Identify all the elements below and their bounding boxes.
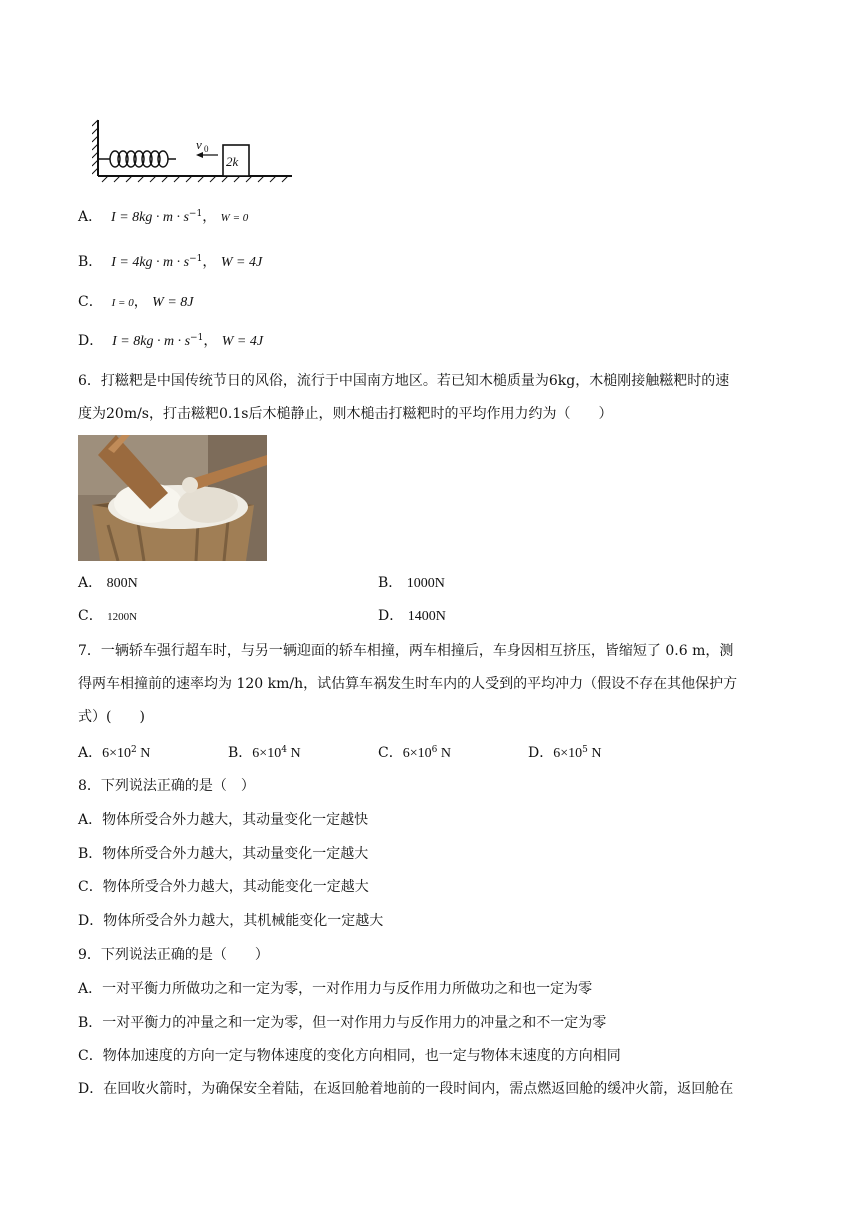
velocity-label: v: [196, 137, 202, 152]
q8-option-b: B．物体所受合外力越大，其动量变化一定越大: [78, 846, 369, 862]
q8-text: 8．下列说法正确的是（ ）: [78, 778, 255, 794]
q7-option-c: C．$6\times 10^6$ N: [378, 745, 451, 761]
q7-text-line2: 得两车相撞前的速率均为 120 km/h，试估算车祸发生时车内的人受到的平均冲力（假设不存在其他保护方: [78, 676, 738, 692]
q6-option-d: D． 1400N: [378, 608, 446, 624]
q6-option-b: B． 1000N: [378, 575, 445, 591]
q8-option-c: C．物体所受合外力越大，其动能变化一定越大: [78, 879, 369, 895]
q6-text-line1: 6．打糍粑是中国传统节日的风俗，流行于中国南方地区。若已知木槌质量为6kg，木槌刚接触糍粑时的速: [78, 373, 730, 389]
q6-option-c: C． 1200N: [78, 608, 138, 624]
q9-option-c: C．物体加速度的方向一定与物体速度的变化方向相同，也一定与物体末速度的方向相同: [78, 1048, 621, 1064]
q9-option-a: A．一对平衡力所做功之和一定为零，一对作用力与反作用力所做功之和也一定为零: [78, 981, 593, 997]
q5-option-d: D． $I = 8kg \cdot m \cdot s^{-1}$， W = 4J: [78, 333, 264, 349]
q7-option-a: A．$6\times 10^2$ N: [78, 745, 151, 761]
mass-label: 2k: [226, 154, 239, 169]
rice-cake-pounding-photo: [78, 435, 267, 561]
q9-option-d: D．在回收火箭时，为确保安全着陆，在返回舱着地前的一段时间内，需点燃返回舱的缓冲火箭，返回舱在: [78, 1081, 734, 1097]
q7-text-line1: 7．一辆轿车强行超车时，与另一辆迎面的轿车相撞，两车相撞后，车身因相互挤压，皆缩短了 0.6 m，测: [78, 643, 734, 659]
q5-option-c: C． I = 0， W = 8J: [78, 294, 194, 310]
q5-option-b: B． $I = 4kg \cdot m \cdot s^{-1}$， W = 4J: [78, 254, 263, 270]
q8-option-a: A．物体所受合外力越大，其动量变化一定越快: [78, 812, 369, 828]
q7-option-d: D．$6\times 10^5$ N: [528, 745, 602, 761]
velocity-subscript: 0: [204, 144, 209, 154]
q7-text-line3: 式）( ): [78, 709, 145, 725]
q7-option-b: B．$6\times 10^4$ N: [228, 745, 301, 761]
q6-text-line2: 度为20m/s，打击糍粑0.1s后木槌静止，则木槌击打糍粑时的平均作用力约为（ ）: [78, 406, 613, 422]
q5-option-a: A． $I = 8kg \cdot m \cdot s^{-1}$， W = 0: [78, 209, 249, 225]
q9-text: 9．下列说法正确的是（ ）: [78, 947, 269, 963]
spring-block-figure: [92, 116, 298, 186]
q9-option-b: B．一对平衡力的冲量之和一定为零，但一对作用力与反作用力的冲量之和不一定为零: [78, 1015, 607, 1031]
q8-option-d: D．物体所受合外力越大，其机械能变化一定越大: [78, 913, 384, 929]
q6-option-a: A． 800N: [78, 575, 138, 591]
